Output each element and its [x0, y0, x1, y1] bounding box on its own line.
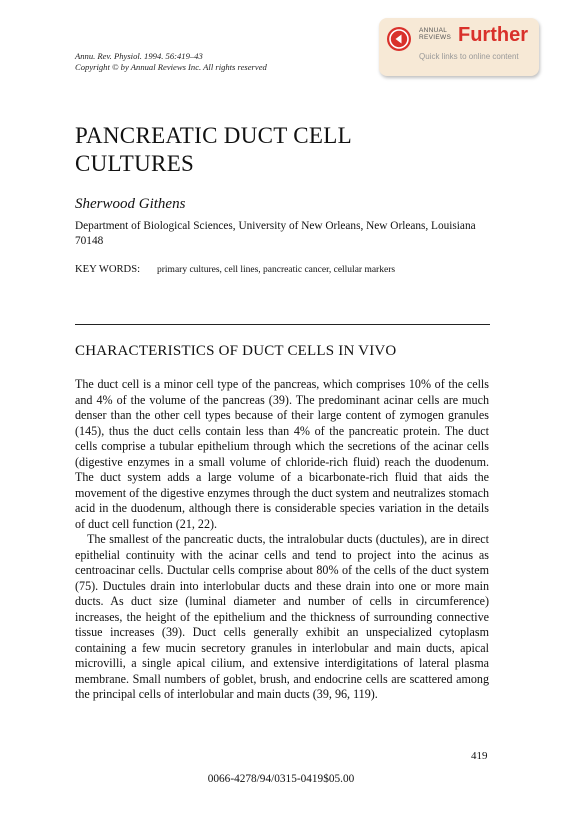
page-number: 419: [471, 750, 488, 762]
citation-line-1: Annu. Rev. Physiol. 1994. 56:419–43: [75, 51, 203, 61]
keywords-label: KEY WORDS:: [75, 264, 141, 275]
section-divider: [75, 324, 490, 325]
paragraph: The smallest of the pancreatic ducts, the intralobular ducts (ductules), are in direct epithelial continuity with the acinar cells and tend to project into the acinus as centroacinar cells. Ductular cells comprise about 80% of the cells of the duct system (75). Ductules drain into interlobular ducts and these drain into one or more main ducts. As duct size (luminal diameter and number of cells in circumference) increases, the height of the epithelium and the thickness of surrounding connective tissue increases (39). Duct cells generally exhibit an unspecialized cytoplasm containing a few mucin secretory granules in interlobular and main ducts, apical microvilli, a single apical cilium, and extensive interdigitations of lateral plasma membrane. Small numbers of goblet, brush, and endocrine cells are scattered among the principal cells of interlobular and main ducts (39, 96, 119).: [75, 532, 489, 701]
badge-reviews-text: REVIEWS: [419, 34, 452, 41]
badge-further-text[interactable]: Further: [458, 24, 528, 46]
play-arrow-icon: [387, 27, 411, 51]
author-affiliation: Department of Biological Sciences, University of New Orleans, New Orleans, Louisiana 70148: [75, 220, 476, 247]
author-name: Sherwood Githens: [75, 196, 186, 212]
article-code: 0066-4278/94/0315-0419$05.00: [207, 773, 355, 785]
badge-annual-text: ANNUAL: [419, 27, 448, 34]
keywords-line: [75, 264, 395, 275]
badge-publisher: [419, 27, 451, 41]
keywords-list: primary cultures, cell lines, pancreatic cancer, cellular markers: [157, 265, 396, 275]
article-title: [75, 122, 352, 178]
journal-citation: [75, 51, 267, 73]
further-links-badge[interactable]: [379, 18, 539, 76]
title-line-1: PANCREATIC DUCT CELL: [75, 123, 352, 148]
citation-line-2: Copyright © by Annual Reviews Inc. All rights reserved: [75, 62, 267, 72]
title-line-2: CULTURES: [75, 151, 195, 176]
section-heading: CHARACTERISTICS OF DUCT CELLS IN VIVO: [75, 343, 397, 359]
badge-subtitle[interactable]: Quick links to online content: [419, 52, 519, 61]
paragraph: The duct cell is a minor cell type of the pancreas, which comprises 10% of the cells and 4% of the volume of the pancreas (39). The predominant acinar cells are much denser than the other cell types because of their large content of zymogen granules (145), thus the duct cells contain less than 4% of the pancreatic protein. The duct cells comprise a tubular epithelium through which the secretions of the acinar cells (digestive enzymes in a small volume of chloride-rich fluid) reach the duodenum. The duct system adds a large volume of a bicarbonate-rich fluid that aids the movement of the digestive enzymes through the duct system and neutralizes stomach acid in the duodenum, although there is considerable species variation in the details of duct cell function (21, 22).: [75, 377, 489, 531]
body-text: [75, 377, 489, 703]
